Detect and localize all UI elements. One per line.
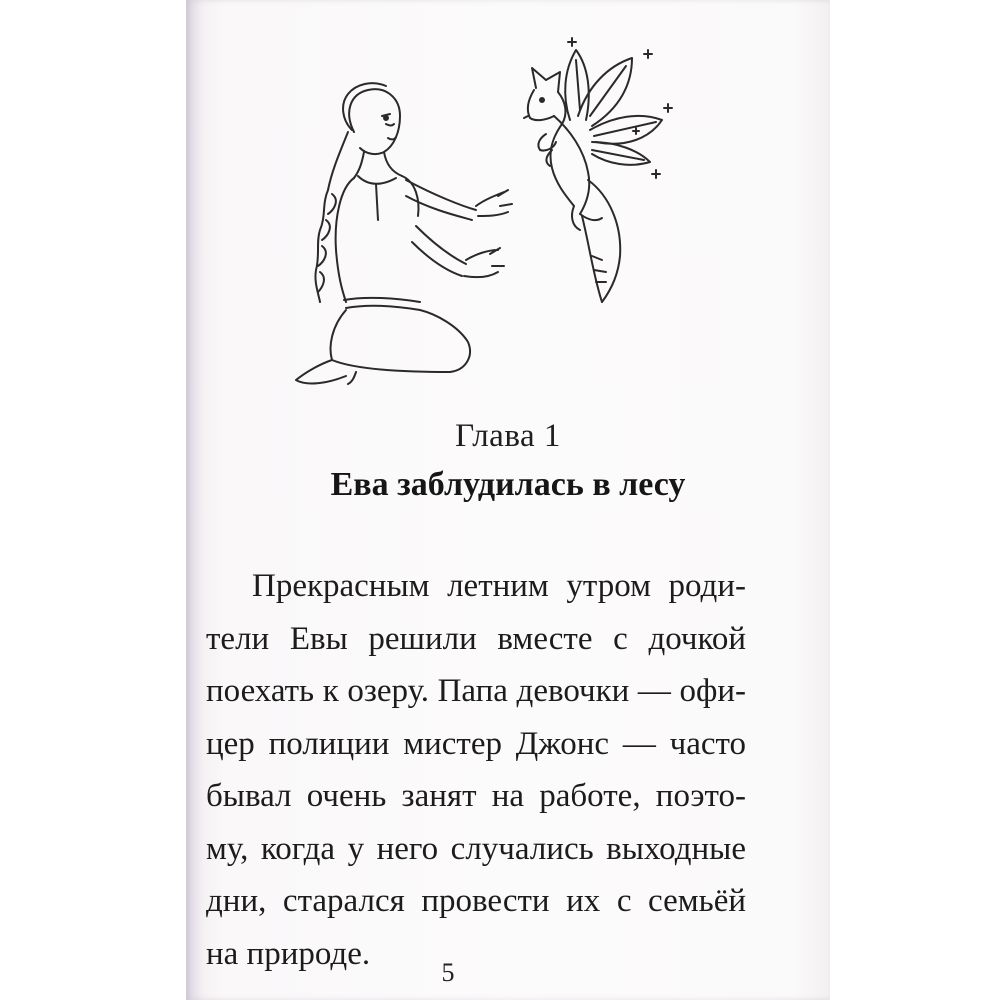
chapter-paragraph [206, 560, 746, 980]
chapter-title: Ева заблудилась в лесу [330, 466, 686, 503]
girl-and-winged-fox-illustration [236, 20, 676, 400]
paragraph-line: на природе. [206, 935, 371, 972]
paragraph-line: му, когда у него случались выходные [206, 830, 746, 867]
winged-fox-drawing [524, 38, 672, 302]
paragraph-line: дни, старался провести их с семьёй [206, 883, 746, 919]
paragraph-line: бывал очень занят на работе, поэто- [206, 778, 746, 814]
chapter-number: Глава 1 [455, 418, 561, 454]
paragraph-line: цер полиции мистер Джонс — часто [206, 725, 746, 762]
page-number: 5 [441, 958, 455, 987]
paragraph-line: тели Евы решили вместе с дочкой [206, 620, 746, 657]
kneeling-girl-drawing [296, 83, 512, 384]
paragraph-line: Прекрасным летним утром роди- [252, 568, 746, 604]
paragraph-line: поехать к озеру. Папа девочки — офи- [206, 673, 746, 709]
book-page [186, 0, 830, 1000]
